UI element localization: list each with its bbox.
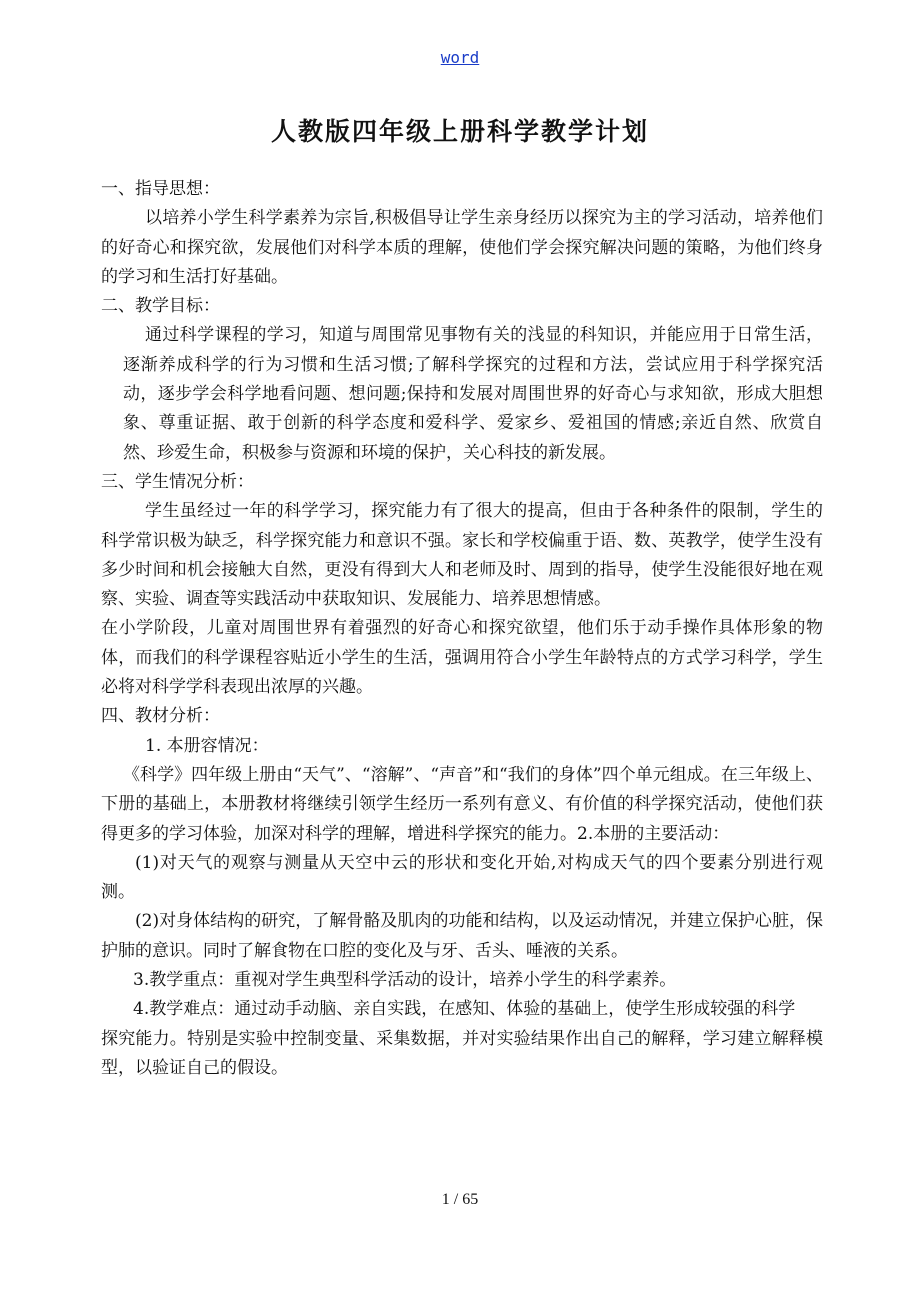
document-body [101,175,823,1083]
paragraph-inquiry-ability: 探究能力。特别是实验中控制变量、采集数据，并对实验结果作出自己的解释，学习建立解释模型，以验证自己的假设。 [101,1028,823,1078]
paragraph-student-analysis-2: 在小学阶段，儿童对周围世界有着强烈的好奇心和探究欲望，他们乐于动手操作具体形象的物体，而我们的科学课程容贴近小学生的生活，强调用符合小学生年龄特点的方式学习科学，学生必将对科学学科表现出浓厚的兴趣。 [101,618,823,698]
paragraph-volume-content: 《科学》四年级上册由“天气”、“溶解”、“声音”和“我们的身体”四个单元组成。在三年级上、下册的基础上，本册教材将继续引领学生经历一系列有意义、有价值的科学探究活动，使他们获得更多的学习体验，加深对科学的理解，增进科学探究的能力。2.本册的主要活动： [101,764,823,844]
document-title: 人教版四年级上册科学教学计划 [270,117,649,146]
list-item-weather: (1)对天气的观察与测量从天空中云的形状和变化开始,对构成天气的四个要素分别进行观测。 [101,852,823,903]
list-item-body: (2)对身体结构的研究，了解骨骼及肌肉的功能和结构，以及运动情况，并建立保护心脏，保护肺的意识。同时了解食物在口腔的变化及与牙、舌头、唾液的关系。 [101,911,823,961]
subheading-volume-content: 1. 本册容情况： [145,735,269,756]
page-number: 1 / 65 [441,1191,479,1208]
header-word-link[interactable]: word [440,48,480,67]
section-heading-teaching-goals: 二、教学目标： [101,296,220,317]
paragraph-student-analysis-1: 学生虽经过一年的科学学习，探究能力有了很大的提高，但由于各种条件的限制，学生的科学常识极为缺乏，科学探究能力和意识不强。家长和学校偏重于语、数、英教学，使学生没有多少时间和机会接触大自然，更没有得到大人和老师及时、周到的指导，使学生没能很好地在观察、实验、调查等实践活动中获取知识、发展能力、培养思想情感。 [101,501,823,610]
teaching-key-point: 3.教学重点：重视对学生典型科学活动的设计，培养小学生的科学素养。 [133,970,677,991]
paragraph-guiding-thought: 以培养小学生科学素养为宗旨,积极倡导让学生亲身经历以探究为主的学习活动，培养他们的好奇心和探究欲，发展他们对科学本质的理解，使他们学会探究解决问题的策略，为他们终身的学习和生活打好基础。 [101,208,823,287]
section-heading-textbook-analysis: 四、教材分析： [101,706,220,727]
section-heading-student-analysis: 三、学生情况分析： [101,471,254,492]
teaching-difficulty: 4.教学难点：通过动手动脑、亲自实践，在感知、体验的基础上，使学生形成较强的科学 [133,999,796,1020]
section-heading-guiding-thought: 一、指导思想： [101,179,220,199]
paragraph-teaching-goals: 通过科学课程的学习，知道与周围常见事物有关的浅显的科知识，并能应用于日常生活，逐渐养成科学的行为习惯和生活习惯;了解科学探究的过程和方法，尝试应用于科学探究活动，逐步学会科学地看问题、想问题;保持和发展对周围世界的好奇心与求知欲，形成大胆想象、尊重证据、敢于创新的科学态度和爱科学、爱家乡、爱祖国的情感;亲近自然、欣赏自然、珍爱生命，积极参与资源和环境的保护，关心科技的新发展。 [123,325,823,463]
